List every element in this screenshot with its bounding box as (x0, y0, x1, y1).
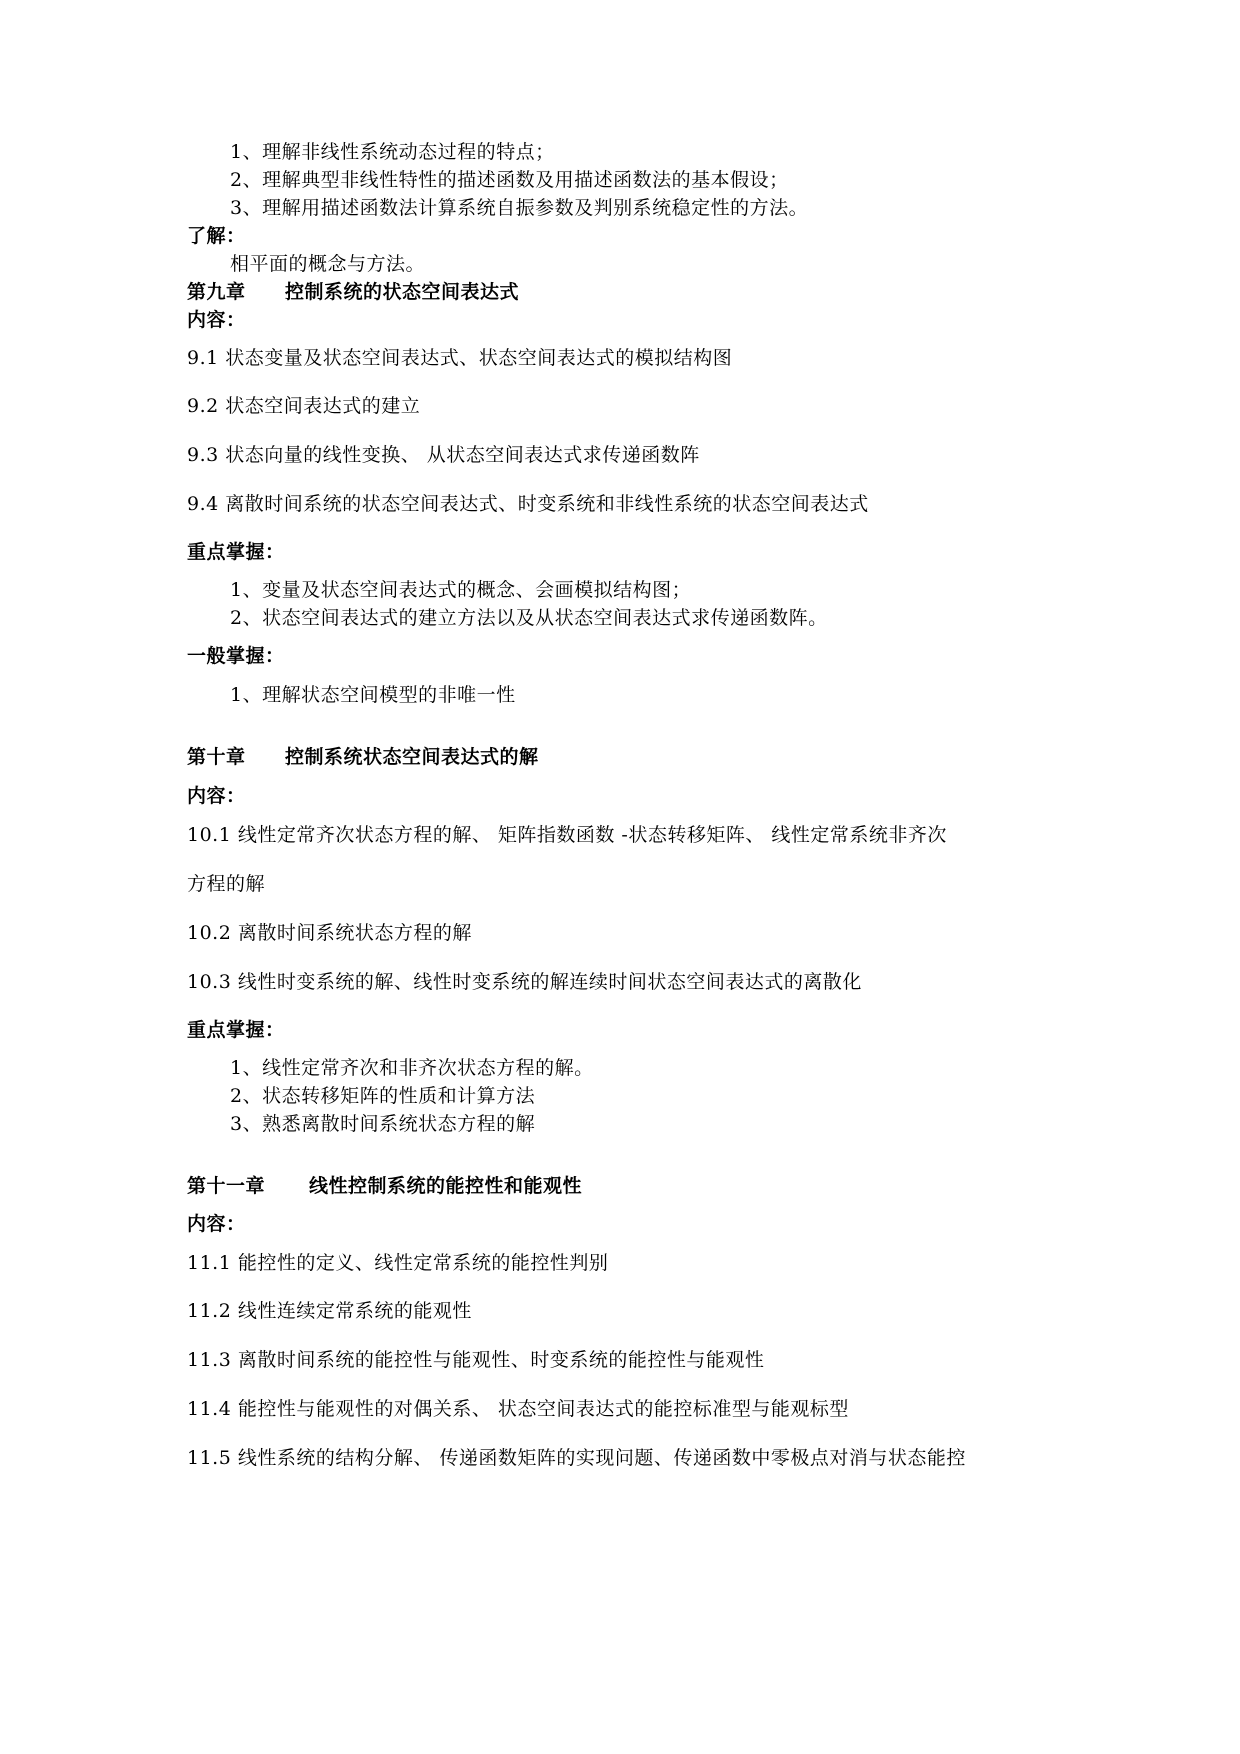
chapter-title: 控制系统状态空间表达式的解 (285, 746, 539, 768)
chapter-heading-11 (187, 1174, 582, 1198)
section-label-content: 内容： (187, 309, 246, 331)
content-item: 11.1 能控性的定义、线性定常系统的能控性判别 (187, 1252, 609, 1274)
content-item: 9.4 离散时间系统的状态空间表达式、时变系统和非线性系统的状态空间表达式 (187, 493, 869, 515)
paragraph: 相平面的概念与方法。 (230, 253, 426, 275)
list-item: 1、线性定常齐次和非齐次状态方程的解。 (230, 1057, 594, 1079)
section-label-general: 一般掌握： (187, 645, 285, 667)
content-item: 9.2 状态空间表达式的建立 (187, 395, 421, 417)
content-item: 11.5 线性系统的结构分解、 传递函数矩阵的实现问题、传递函数中零极点对消与状态能控 (187, 1447, 966, 1469)
section-label-key: 重点掌握： (187, 541, 285, 563)
chapter-heading-10 (187, 745, 539, 769)
list-item: 3、理解用描述函数法计算系统自振参数及判别系统稳定性的方法。 (230, 197, 809, 219)
chapter-number: 第十章 (187, 746, 246, 768)
content-item: 10.2 离散时间系统状态方程的解 (187, 922, 472, 944)
content-item-continuation: 方程的解 (187, 873, 266, 895)
list-item: 3、熟悉离散时间系统状态方程的解 (230, 1113, 536, 1135)
chapter-number: 第十一章 (187, 1175, 266, 1197)
section-label-understand: 了解： (187, 225, 246, 247)
content-item: 11.2 线性连续定常系统的能观性 (187, 1300, 472, 1322)
list-item: 2、状态转移矩阵的性质和计算方法 (230, 1085, 536, 1107)
content-item: 11.3 离散时间系统的能控性与能观性、时变系统的能控性与能观性 (187, 1349, 765, 1371)
section-label-content: 内容： (187, 1213, 246, 1235)
chapter-title: 控制系统的状态空间表达式 (285, 281, 520, 303)
list-item: 1、变量及状态空间表达式的概念、会画模拟结构图； (230, 579, 692, 601)
chapter-title: 线性控制系统的能控性和能观性 (309, 1175, 583, 1197)
content-item: 9.3 状态向量的线性变换、 从状态空间表达式求传递函数阵 (187, 444, 700, 466)
content-item: 11.4 能控性与能观性的对偶关系、 状态空间表达式的能控标准型与能观标型 (187, 1398, 849, 1420)
content-item: 10.3 线性时变系统的解、线性时变系统的解连续时间状态空间表达式的离散化 (187, 971, 862, 993)
content-item: 9.1 状态变量及状态空间表达式、状态空间表达式的模拟结构图 (187, 347, 733, 369)
content-item: 10.1 线性定常齐次状态方程的解、 矩阵指数函数 -状态转移矩阵、 线性定常系统非齐次 (187, 824, 947, 846)
list-item: 2、理解典型非线性特性的描述函数及用描述函数法的基本假设； (230, 169, 789, 191)
chapter-heading-9 (187, 280, 519, 304)
list-item: 1、理解非线性系统动态过程的特点； (230, 141, 555, 163)
section-label-content: 内容： (187, 785, 246, 807)
chapter-number: 第九章 (187, 281, 246, 303)
list-item: 1、理解状态空间模型的非唯一性 (230, 684, 516, 706)
section-label-key: 重点掌握： (187, 1019, 285, 1041)
list-item: 2、状态空间表达式的建立方法以及从状态空间表达式求传递函数阵。 (230, 607, 828, 629)
